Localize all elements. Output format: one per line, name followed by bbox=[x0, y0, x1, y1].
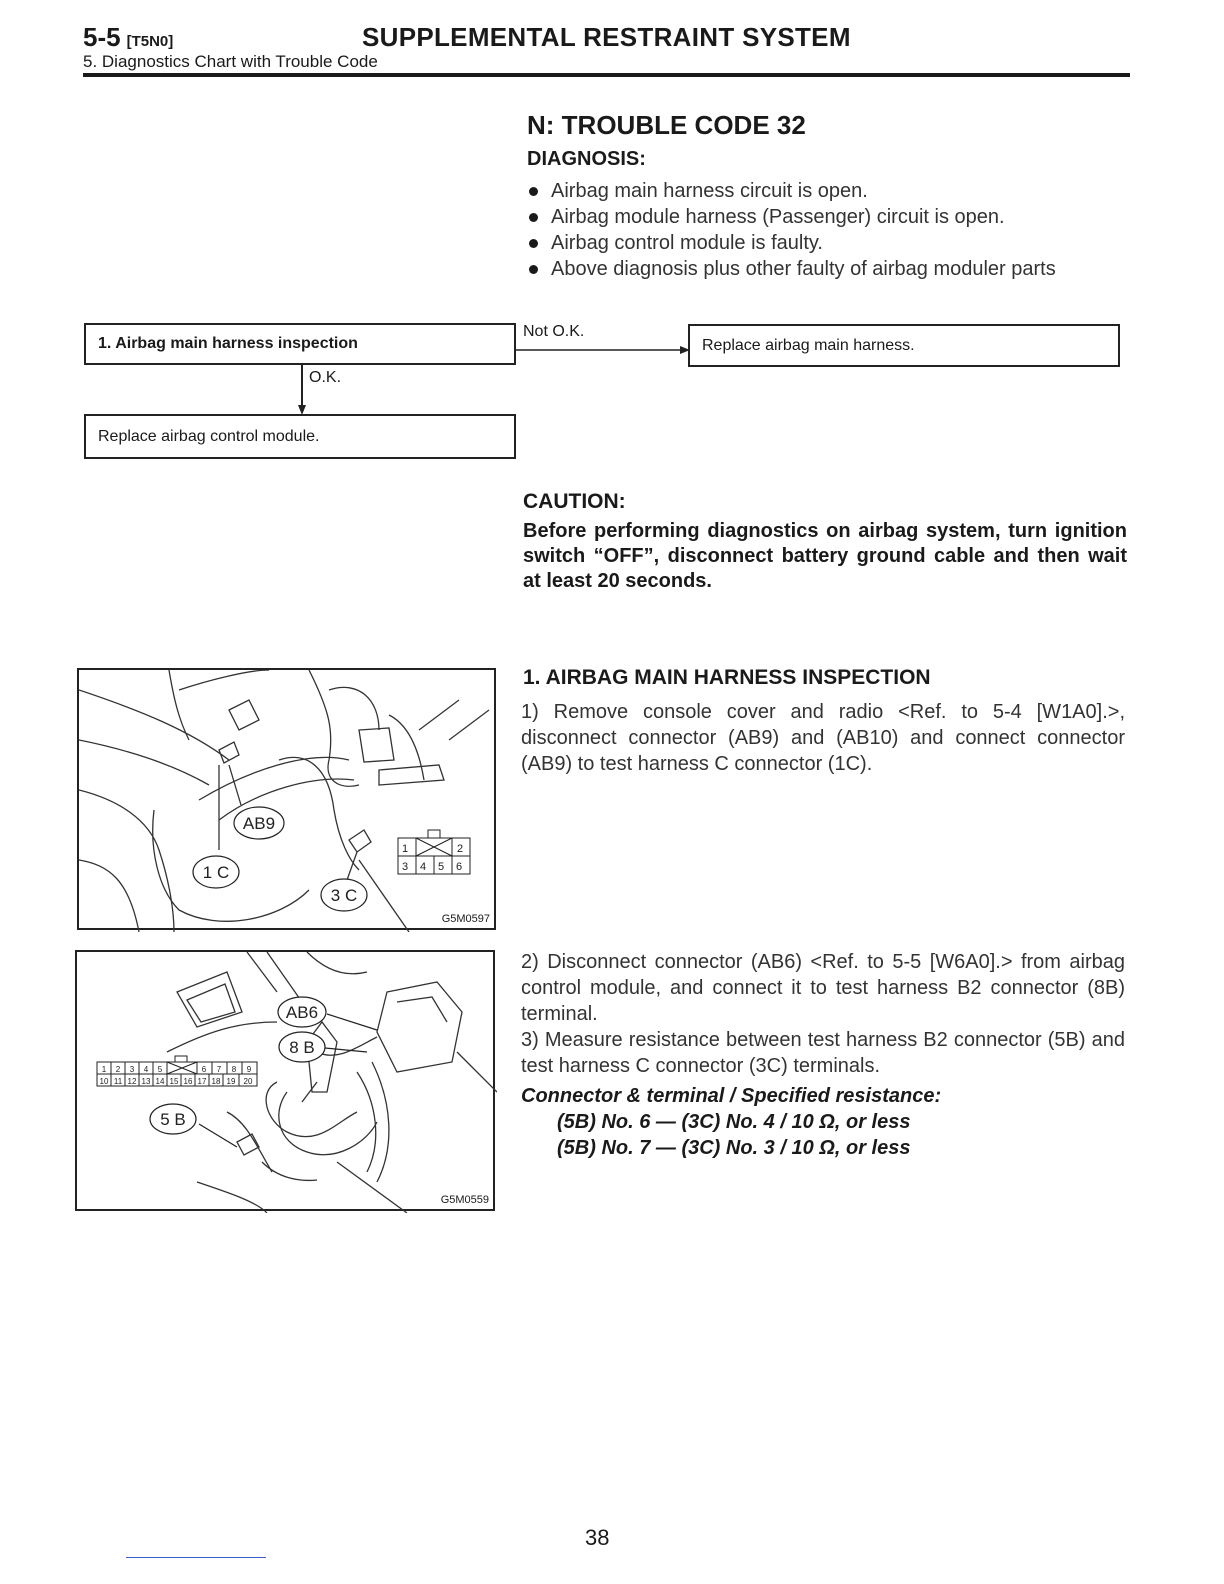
spec-line: (5B) No. 7 — (3C) No. 3 / 10 Ω, or less bbox=[557, 1137, 911, 1159]
pin-label: 5 bbox=[157, 1065, 163, 1074]
diagnosis-heading: DIAGNOSIS: bbox=[527, 148, 646, 170]
pin-label: 11 bbox=[113, 1077, 123, 1086]
caution-heading: CAUTION: bbox=[523, 490, 626, 513]
caution-text: Before performing diagnostics on airbag system, turn ignition switch “OFF”, disconnect battery ground cable and then wait at least 20 seconds. bbox=[523, 520, 1127, 592]
spec-line: (5B) No. 6 — (3C) No. 4 / 10 Ω, or less bbox=[557, 1111, 911, 1133]
pin-label: 6 bbox=[456, 861, 463, 873]
inspection-step-2: 2) Disconnect connector (AB6) <Ref. to 5-5 [W6A0].> from airbag control module, and connect it to test harness B2 connector (8B) terminal. bbox=[521, 951, 1125, 1025]
figure-1-drawing bbox=[79, 670, 498, 932]
pin-label: 15 bbox=[169, 1077, 179, 1086]
pin-label: 18 bbox=[211, 1077, 221, 1086]
section-sub-code: [T5N0] bbox=[126, 33, 174, 50]
pin-label: 3 bbox=[402, 861, 409, 873]
callout-5b: 5 B bbox=[160, 1110, 186, 1129]
diagnosis-item: Above diagnosis plus other faulty of airbag moduler parts bbox=[527, 256, 1127, 282]
flow-step-1-box: 1. Airbag main harness inspection bbox=[84, 323, 516, 365]
pin-label: 17 bbox=[197, 1077, 207, 1086]
spec-heading: Connector & terminal / Specified resistance: bbox=[521, 1085, 942, 1107]
pin-label: 12 bbox=[127, 1077, 137, 1086]
diagnosis-item: Airbag control module is faulty. bbox=[527, 230, 1127, 256]
callout-3c: 3 C bbox=[330, 886, 358, 905]
pin-label: 19 bbox=[226, 1077, 236, 1086]
flow-ok-label: O.K. bbox=[309, 369, 342, 386]
pin-label: 16 bbox=[183, 1077, 193, 1086]
section-code: 5-5 [T5N0] bbox=[83, 22, 174, 52]
pin-label: 4 bbox=[143, 1065, 149, 1074]
flow-not-ok-label: Not O.K. bbox=[523, 323, 585, 340]
pin-label: 1 bbox=[402, 843, 409, 855]
diagnosis-item: Airbag module harness (Passenger) circuit is open. bbox=[527, 204, 1127, 230]
figure-2-code: G5M0559 bbox=[440, 1194, 489, 1206]
figure-control-module-harness bbox=[75, 950, 495, 1211]
pin-label: 6 bbox=[201, 1065, 207, 1074]
pin-label: 20 bbox=[243, 1077, 253, 1086]
pin-label: 4 bbox=[420, 861, 427, 873]
inspection-step-1: 1) Remove console cover and radio <Ref. to 5-4 [W1A0].>, disconnect connector (AB9) and (AB10) and connect connector (AB9) to test harness C connector (1C). bbox=[521, 701, 1125, 775]
flow-ok-result-box: Replace airbag control module. bbox=[84, 414, 516, 459]
page-title: SUPPLEMENTAL RESTRAINT SYSTEM bbox=[362, 22, 851, 52]
flow-not-ok-arrow bbox=[516, 340, 692, 360]
diagnosis-list bbox=[527, 178, 1127, 282]
pin-label: 10 bbox=[99, 1077, 109, 1086]
footer-rule bbox=[126, 1557, 266, 1558]
pin-label: 8 bbox=[231, 1065, 237, 1074]
diagnosis-item: Airbag main harness circuit is open. bbox=[527, 178, 1127, 204]
pin-label: 14 bbox=[155, 1077, 165, 1086]
callout-8b: 8 B bbox=[289, 1038, 315, 1057]
pin-label: 3 bbox=[129, 1065, 135, 1074]
pin-label: 2 bbox=[457, 843, 464, 855]
inspection-title: 1. AIRBAG MAIN HARNESS INSPECTION bbox=[523, 666, 931, 689]
pin-label: 9 bbox=[246, 1065, 252, 1074]
flow-not-ok-result-box: Replace airbag main harness. bbox=[688, 324, 1120, 367]
figure-2-drawing bbox=[77, 952, 497, 1213]
trouble-code-title: N: TROUBLE CODE 32 bbox=[527, 110, 806, 140]
figure-console-harness bbox=[77, 668, 496, 930]
figure-1-code: G5M0597 bbox=[441, 913, 490, 925]
header-rule bbox=[83, 73, 1130, 77]
pin-label: 7 bbox=[216, 1065, 222, 1074]
inspection-step-3: 3) Measure resistance between test harness B2 connector (5B) and test harness C connector (3C) terminals. bbox=[521, 1029, 1125, 1077]
callout-ab9: AB9 bbox=[242, 814, 276, 833]
callout-ab6: AB6 bbox=[285, 1003, 319, 1022]
page-number: 38 bbox=[585, 1525, 610, 1550]
pin-label: 13 bbox=[141, 1077, 151, 1086]
page-subtitle: 5. Diagnostics Chart with Trouble Code bbox=[83, 52, 378, 71]
pin-label: 1 bbox=[101, 1065, 107, 1074]
callout-1c: 1 C bbox=[202, 863, 230, 882]
pin-label: 5 bbox=[438, 861, 445, 873]
pin-label: 2 bbox=[115, 1065, 121, 1074]
